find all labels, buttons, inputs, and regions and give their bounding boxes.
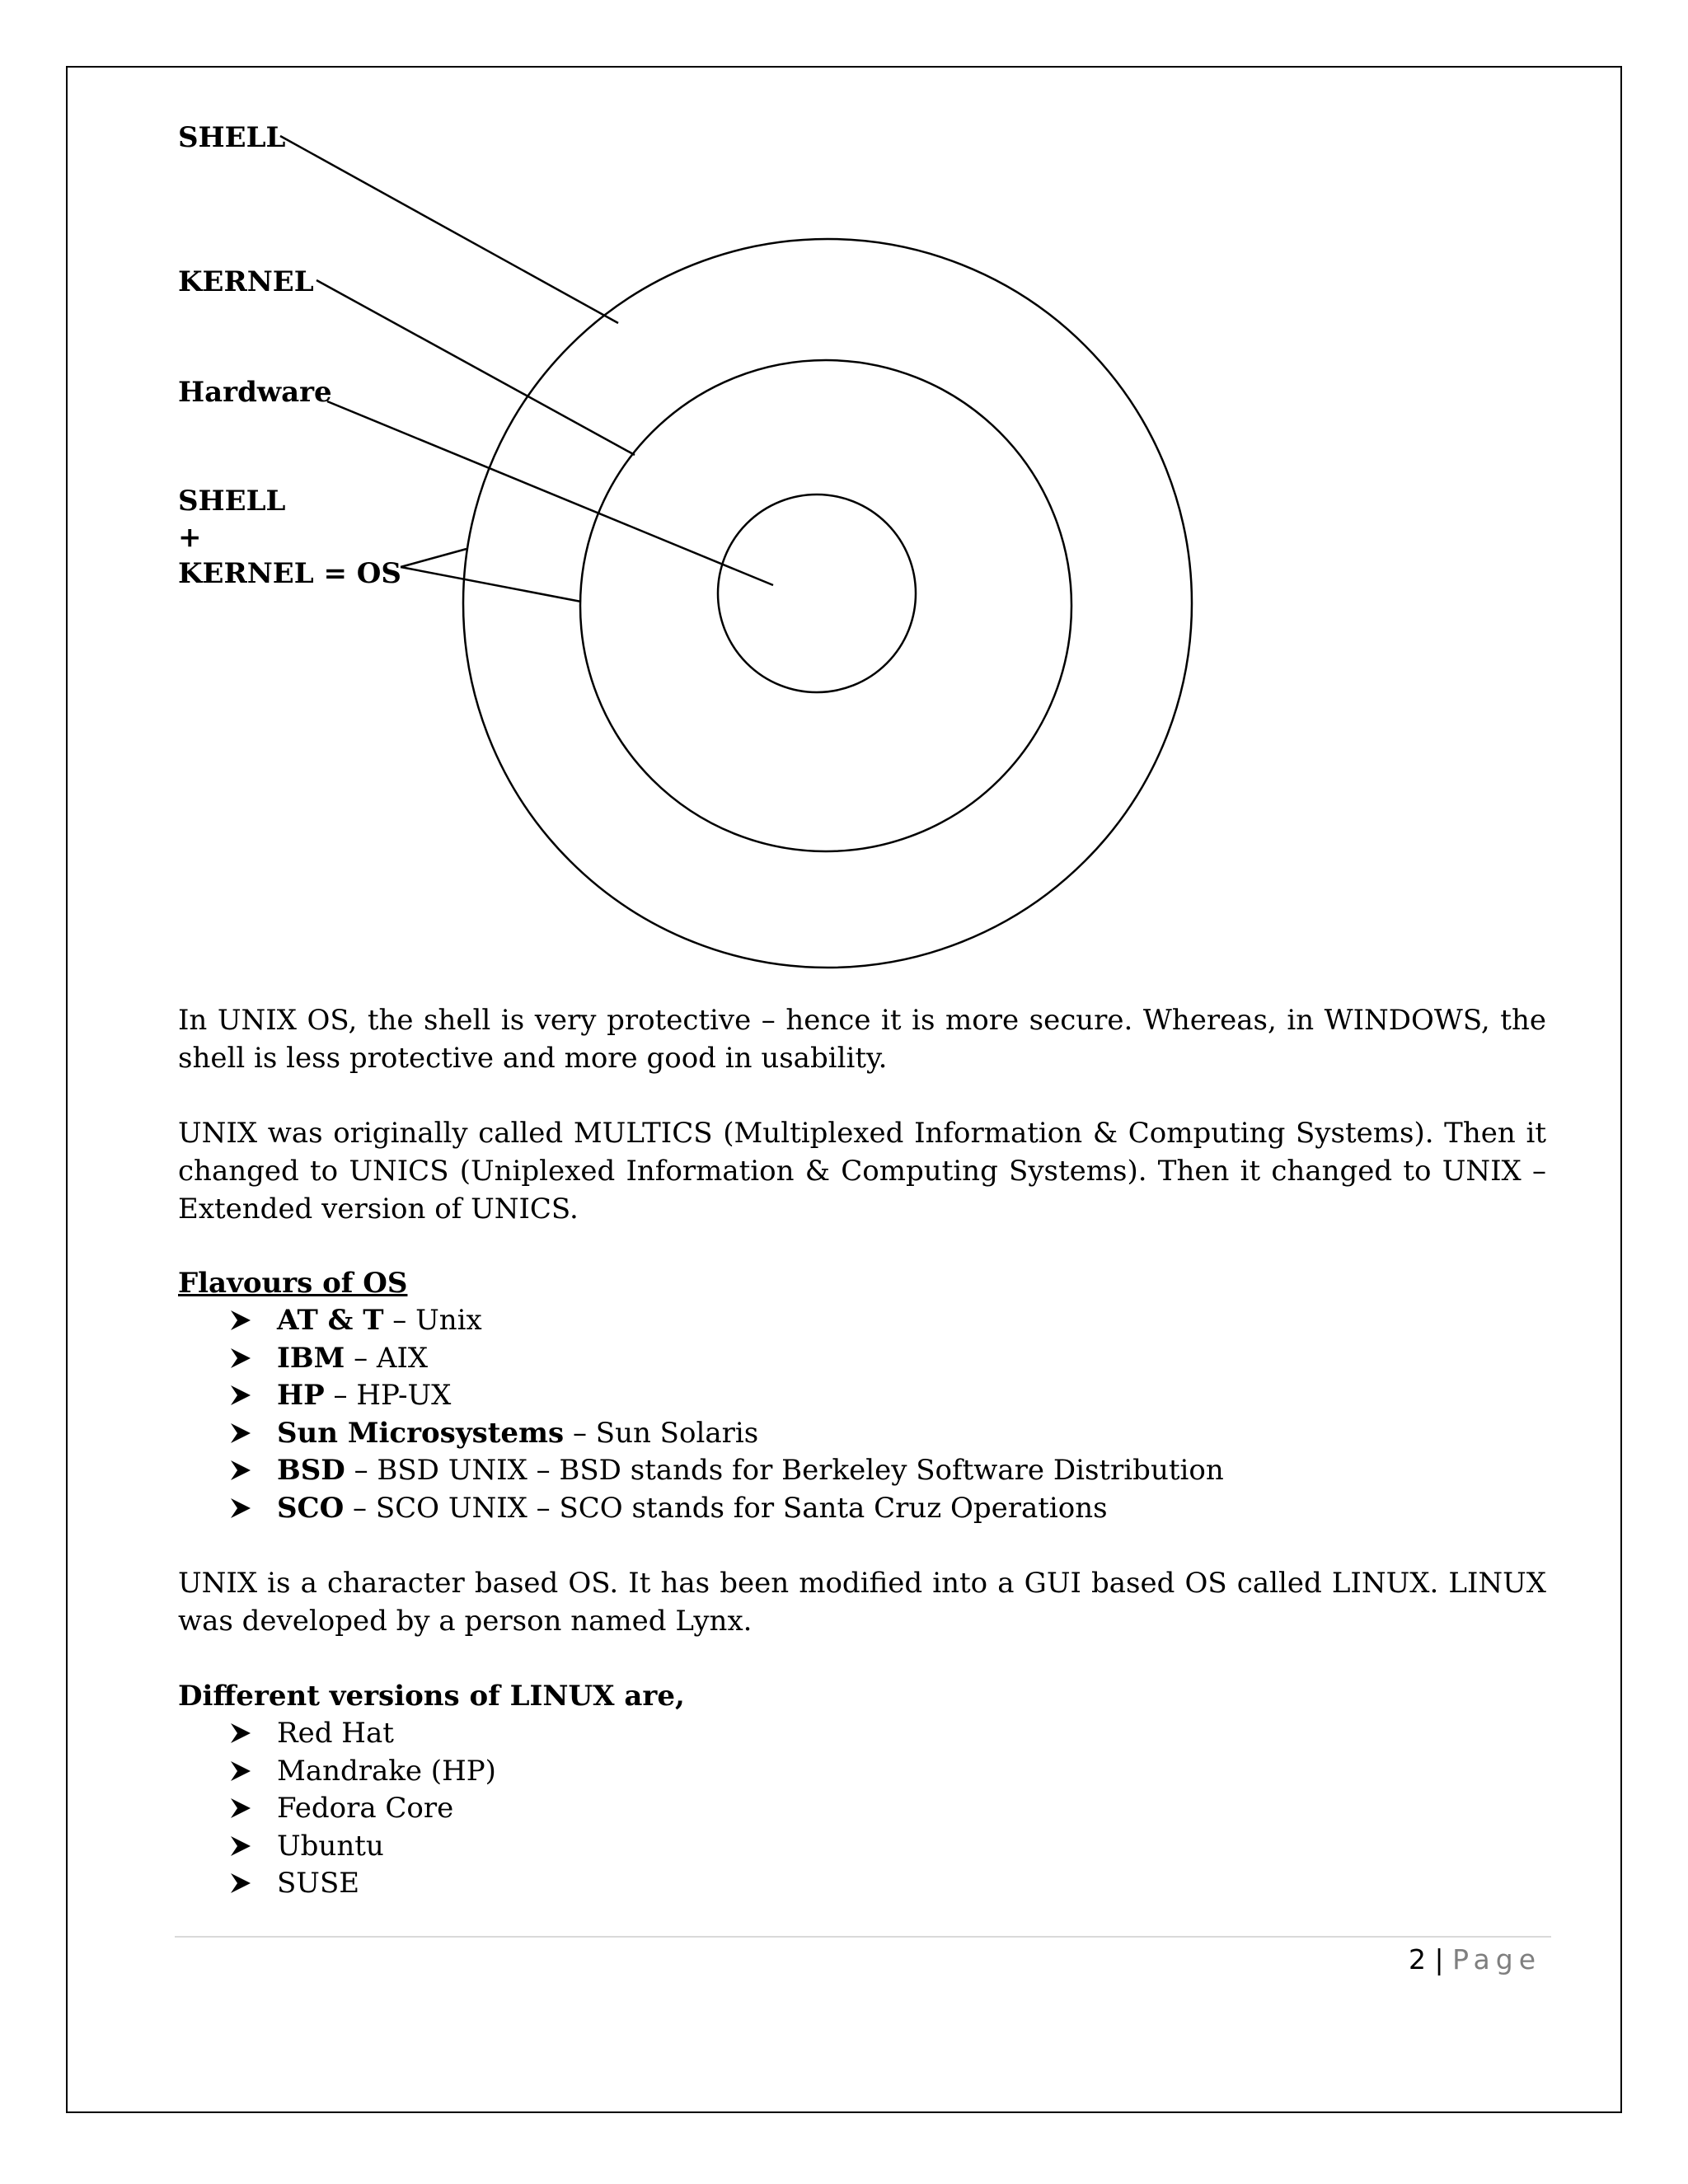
shell-circle [463,239,1192,968]
arrow-bullet-icon [227,1790,260,1827]
page-word: Page [1452,1943,1541,1975]
list-item: Fedora Core [227,1790,496,1828]
page-number: 2 [1408,1943,1426,1975]
list-item: Ubuntu [227,1828,496,1866]
arrow-bullet-icon [227,1377,260,1414]
footer-separator: | [1434,1943,1444,1975]
os-label [178,483,401,592]
paragraph-unix-history: UNIX was originally called MULTICS (Multiplexed Information & Computing Systems). Then it changed to UNICS (Uniplexed Information & Computing Systems). Then it changed to UNIX – Extended version of UNICS. [178,1117,1546,1226]
arrow-bullet-icon [227,1490,260,1527]
list-item: SUSE [227,1865,496,1903]
arrow-bullet-icon [227,1865,260,1902]
arrow-bullet-icon [227,1302,260,1339]
arrow-bullet-icon [227,1753,260,1790]
paragraph-linux: UNIX is a character based OS. It has been modified into a GUI based OS called LINUX. LINUX was developed by a person named Lynx. [178,1567,1546,1638]
list-item: Mandrake (HP) [227,1753,496,1791]
shell-pointer-line [280,136,618,323]
hardware-label: Hardware [178,376,332,409]
arrow-bullet-icon [227,1452,260,1489]
list-item: IBM – AIX [227,1340,1224,1378]
arrow-bullet-icon [227,1340,260,1377]
os-label-line1: SHELL [178,485,286,518]
os-pointer-line-lower [401,567,581,602]
kernel-label: KERNEL [178,265,314,298]
kernel-circle [580,360,1071,851]
flavours-list [227,1302,1224,1528]
list-item: SCO – SCO UNIX – SCO stands for Santa Cruz Operations [227,1490,1224,1528]
shell-label: SHELL [178,121,286,154]
os-pointer-line-upper [401,549,467,567]
arrow-bullet-icon [227,1715,260,1752]
list-item: Sun Microsystems – Sun Solaris [227,1415,1224,1453]
os-label-line3: KERNEL = OS [178,557,401,590]
os-label-line2: + [178,521,202,554]
flavours-heading: Flavours of OS [178,1267,408,1300]
arrow-bullet-icon [227,1415,260,1452]
list-item: HP – HP-UX [227,1377,1224,1415]
footer-divider [175,1936,1551,1938]
hardware-circle [718,494,916,692]
list-item: AT & T – Unix [227,1302,1224,1340]
list-item: BSD – BSD UNIX – BSD stands for Berkeley Software Distribution [227,1452,1224,1490]
arrow-bullet-icon [227,1828,260,1865]
linux-versions-heading: Different versions of LINUX are, [178,1680,685,1713]
list-item: Red Hat [227,1715,496,1753]
paragraph-shell-protection: In UNIX OS, the shell is very protective – hence it is more secure. Whereas, in WINDOWS, the shell is less protective and more good in usability. [178,1004,1546,1075]
linux-versions-list [227,1715,496,1903]
page-footer [1409,1942,1541,1978]
